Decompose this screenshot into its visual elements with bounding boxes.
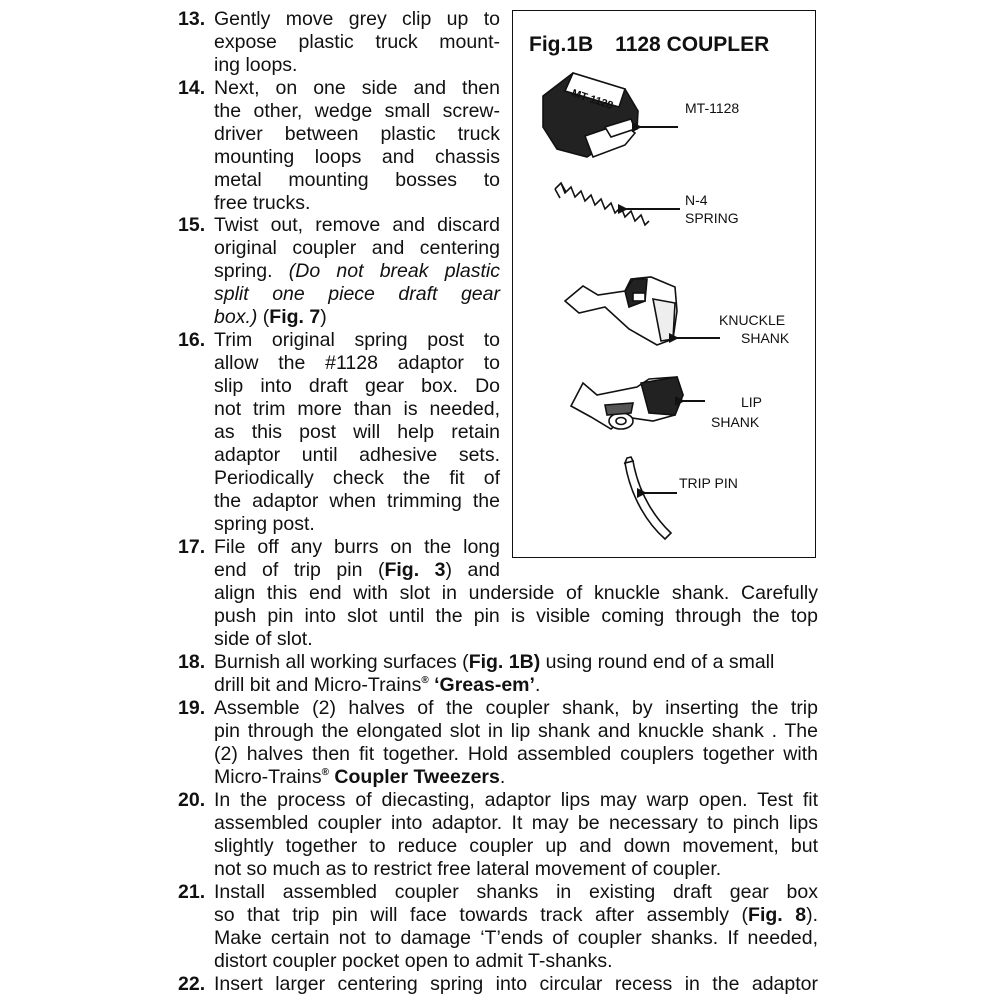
step-number: 13.: [178, 8, 206, 30]
label-knuckle-line2: SHANK: [741, 330, 790, 346]
trip-pin-drawing: [625, 457, 671, 539]
step-text: File off any burrs on the long end of trip pin (Fig. 3) and align this end with slot in underside of knuckle shank. Carefully push pin into slot until the pin is visible coming through the top side of slot.: [214, 536, 818, 650]
step-number: 17.: [178, 536, 206, 558]
step-text: Burnish all working surfaces (Fig. 1B) using round end of a small drill bit and Micro-Trains® ‘Greas-em’.: [214, 651, 775, 696]
product-name: Coupler Tweezers: [329, 766, 500, 788]
step-number: 15.: [178, 214, 206, 236]
fig-ref: Fig. 1B): [468, 651, 541, 673]
step-number: 19.: [178, 697, 206, 719]
product-name: ‘Greas-em’: [428, 674, 535, 696]
step-number: 16.: [178, 329, 206, 351]
label-knuckle-line1: KNUCKLE: [719, 312, 786, 328]
fig-ref: Fig. 7: [269, 306, 321, 328]
figure-1b: [512, 10, 816, 558]
step-text: In the process of diecasting, adaptor lips may warp open. Test fit assembled coupler into adaptor. It may be necessary to pinch lips slightly together to reduce coupler up and down movement, but not so much as to restrict free lateral movement of coupler.: [214, 789, 818, 880]
figure-title: Fig.1B 1128 COUPLER: [529, 33, 770, 56]
knuckle-shank-drawing: [565, 277, 677, 345]
label-lip-line1: LIP: [741, 394, 763, 410]
n4-spring-drawing: [555, 183, 649, 225]
step-number: 14.: [178, 77, 206, 99]
label-trip-pin: TRIP PIN: [679, 475, 738, 491]
lip-shank-drawing: [571, 377, 683, 429]
mt-1128-adaptor-drawing: [543, 73, 638, 157]
step-text: Gently move grey clip up to expose plastic truck mount- ing loops.: [214, 8, 500, 76]
step-text: Insert larger centering spring into circular recess in the adaptor: [214, 973, 818, 995]
coupler-parts-diagram: [513, 11, 815, 557]
step-text: Install assembled coupler shanks in existing draft gear box so that trip pin will face towards track after assembly (Fig. 8). Make certain not to damage ‘T’ends of coupler shanks. If needed, distort coupler pocket open to admit T-shanks.: [214, 881, 819, 972]
fig-ref: Fig. 3: [384, 559, 446, 581]
step-number: 22.: [178, 973, 206, 995]
label-spring-line2: SPRING: [685, 210, 739, 226]
step-number: 21.: [178, 881, 206, 903]
step-text: Next, on one side and then the other, wedge small screw- driver between plastic truck mounting loops and chassis metal mounting bosses to free trucks.: [214, 77, 500, 214]
step-number: 20.: [178, 789, 206, 811]
step-text: Trim original spring post to allow the #1128 adaptor to slip into draft gear box. Do not trim more than is needed, as this post will help retain adaptor until adhesive sets. Periodically check the fit of the adaptor when trimming the spring post.: [214, 329, 500, 535]
fig-ref: Fig. 8: [748, 904, 807, 926]
step-text: Twist out, remove and discard original coupler and centering spring. (Do not break plastic split one piece draft gear box.) (Fig. 7): [214, 214, 500, 328]
mt-1128-stamp: MT 1128: [570, 87, 615, 113]
label-mt-1128: MT-1128: [685, 100, 740, 116]
label-spring-line1: N-4: [685, 192, 708, 208]
step-number: 18.: [178, 651, 206, 673]
label-lip-line2: SHANK: [711, 414, 760, 430]
step-text: Assemble (2) halves of the coupler shank, by inserting the trip pin through the elongated slot in lip shank and knuckle shank . The (2) halves then fit together. Hold assembled couplers together with Micro-Trains® Coupler Tweezers.: [214, 697, 818, 788]
